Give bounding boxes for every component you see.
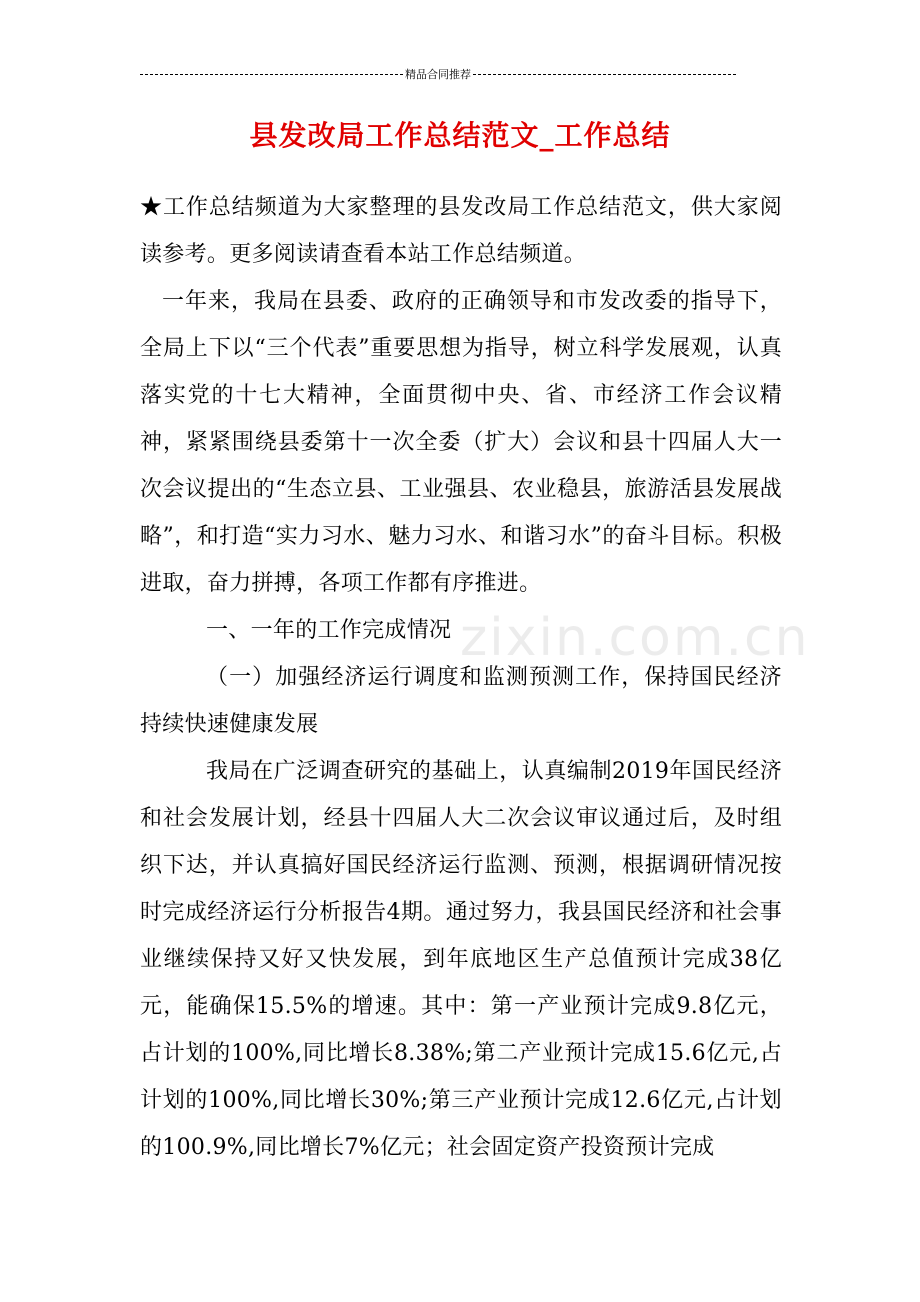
overview-paragraph: 一年来，我局在县委、政府的正确领导和市发改委的指导下，全局上下以“三个代表”重要思想为指导，树立科学发展观，认真落实党的十七大精神，全面贯彻中央、省、市经济工作会议精神，紧紧围绕县委第十一次全委（扩大）会议和县十四届人大一次会议提出的“生态立县、工业强县、农业稳县，旅游活县发展战略”，和打造“实力习水、魅力习水、和谐习水”的奋斗目标。积极进取，奋力拼搏，各项工作都有序推进。 [140,289,782,596]
section-heading: 一、一年的工作完成情况 [206,618,452,643]
header-dash-right [473,74,736,75]
header-label: 精品合同推荐 [405,68,471,81]
watermark: zixin.com.cn [460,608,810,668]
header-dash-left [140,74,403,75]
intro-paragraph: ★工作总结频道为大家整理的县发改局工作总结范文，供大家阅读参考。更多阅读请查看本站工作总结频道。 [140,195,782,267]
header-rule [140,64,736,84]
document-title: 县发改局工作总结范文_工作总结 [249,119,671,152]
subsection-heading: （一）加强经济运行调度和监测预测工作，保持国民经济持续快速健康发展 [140,665,782,737]
body-paragraph: 我局在广泛调查研究的基础上，认真编制2019年国民经济和社会发展计划，经县十四届人大二次会议审议通过后，及时组织下达，并认真搞好国民经济运行监测、预测，根据调研情况按时完成经济运行分析报告4期。通过努力，我县国民经济和社会事业继续保持又好又快发展，到年底地区生产总值预计完成38亿元，能确保15.5%的增速。其中：第一产业预计完成9.8亿元，占计划的100%,同比增长8.38%;第二产业预计完成15.6亿元,占计划的100%,同比增长30%;第三产业预计完成12.6亿元,占计划的100.9%,同比增长7%亿元；社会固定资产投资预计完成 [140,759,782,1160]
document-body [140,184,782,1171]
